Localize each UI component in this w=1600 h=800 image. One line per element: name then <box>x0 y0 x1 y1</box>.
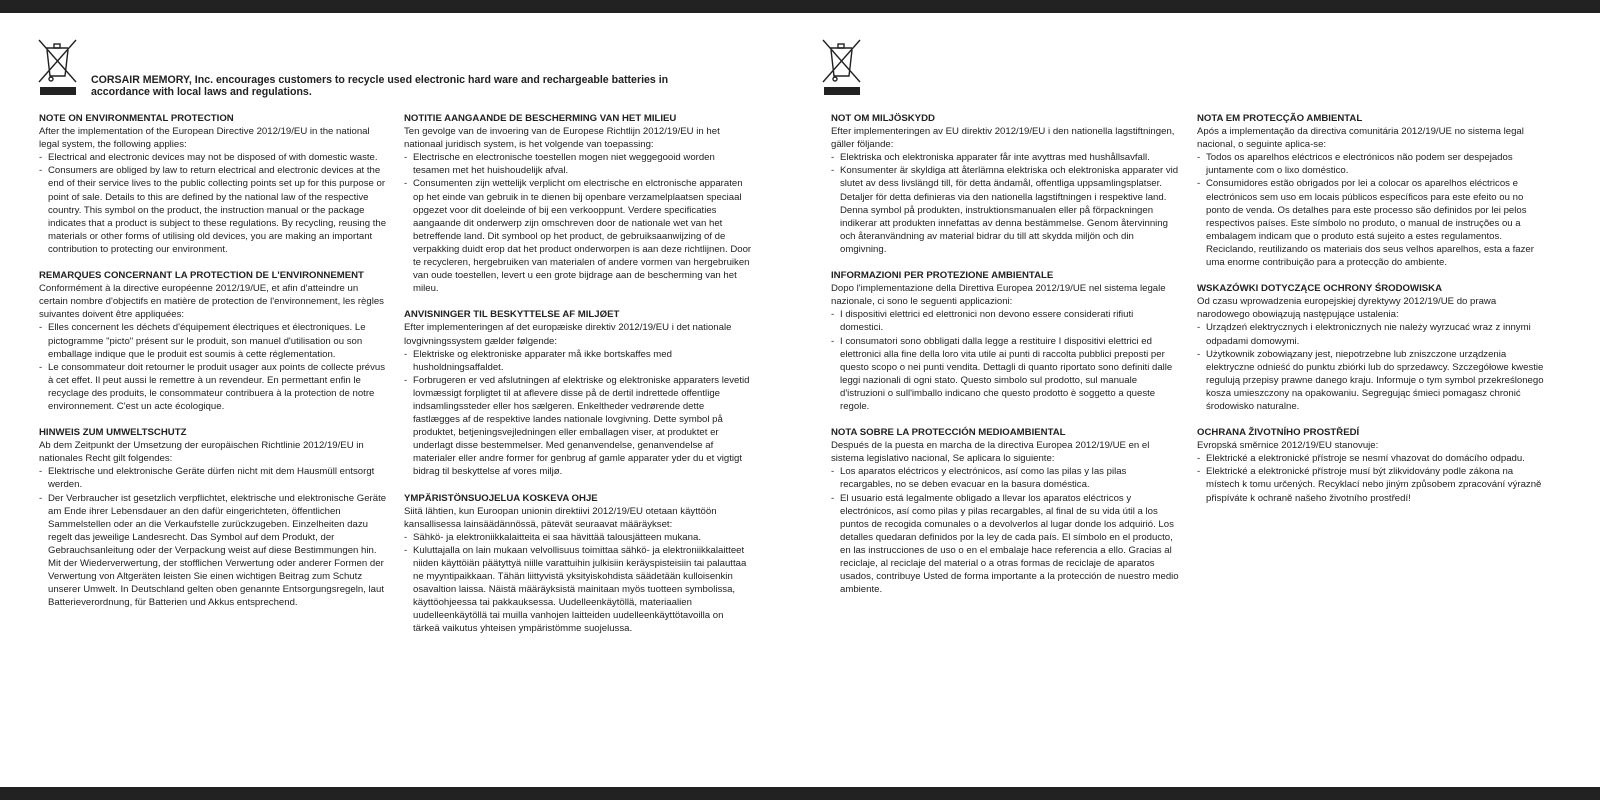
intro-text: CORSAIR MEMORY, Inc. encourages customers to recycle used electronic hard ware and rechargeable batteries in accordance with local laws and regulations. <box>91 74 669 99</box>
section-list <box>1197 321 1545 413</box>
list-item: - Urządzeń elektrycznych i elektronicznych nie należy wyrzucać wraz z innymi odpadami domowymi. <box>1197 321 1545 347</box>
list-item: - Elektrische und elektronische Geräte dürfen nicht mit dem Hausmüll entsorgt werden. <box>39 465 387 491</box>
section-title: ANVISNINGER TIL BESKYTTELSE AF MILJØET <box>404 309 620 321</box>
section-list <box>39 321 387 413</box>
section <box>39 269 387 413</box>
section-body: Ab dem Zeitpunkt der Umsetzung der europäischen Richtlinie 2012/19/EU in nationales Recht gilt folgendes: <box>39 440 364 465</box>
list-item: - Forbrugeren er ved afslutningen af elektriske og elektroniske apparaters levetid lovmæssigt forpligtet til at aflevere disse på de dertil indrettede offentlige indsamlingssteder eller hos sælgeren. Enkeltheder vedrørende dette fastlægges af de respektive landes nationale lovgivning. Dette symbol på produktet, betjeningsvejledningen eller emballagen viser, at produktet er underlagt disse bestemmelser. Med genanvendelse, genanvendelse af materialer eller andre former for genbrug af gamle apparater yder du et vigtigt bidrag til beskyttelse af vores miljø. <box>404 374 752 479</box>
list-item: - Elektriske og elektroniske apparater må ikke bortskaffes med husholdningsaffaldet. <box>404 348 752 374</box>
section-body: Od czasu wprowadzenia europejskiej dyrektywy 2012/19/UE do prawa narodowego obowiązują następujące ustalenia: <box>1197 296 1497 321</box>
list-item: - El usuario está legalmente obligado a llevar los aparatos eléctricos y electrónicos, así como pilas y pilas recargables, al final de su vida útil a los puntos de recogida comunales o a devolverlos al lugar donde los adquirió. Los detalles quedaran definidos por la ley de cada país. El símbolo en el producto, en las instrucciones de uso o en el embalaje hace referencia a ello. Gracias al reciclaje, al reciclaje del material o a otras formas de reciclaje de aparatos usados, contribuye Usted de forma importante a la protección de nuestro medio ambiente. <box>831 492 1179 597</box>
section-list <box>39 465 387 609</box>
list-item: - I dispositivi elettrici ed elettronici non devono essere considerati rifiuti domestici. <box>831 308 1179 334</box>
section-list <box>404 348 752 479</box>
section-title: OCHRANA ŽIVOTNÍHO PROSTŘEDÍ <box>1197 427 1360 439</box>
list-item: - Elektriska och elektroniska apparater får inte avyttras med hushållsavfall. <box>831 151 1179 164</box>
section-body: Después de la puesta en marcha de la directiva Europea 2012/19/UE en el sistema legislativo nacional, Se aplicara lo siguiente: <box>831 440 1150 465</box>
section-title: NOTE ON ENVIRONMENTAL PROTECTION <box>39 113 234 124</box>
section-body: Efter implementeringen av EU direktiv 2012/19/EU i den nationella lagstiftningen, gäller följande: <box>831 126 1175 151</box>
list-item: - I consumatori sono obbligati dalla legge a restituire I dispositivi elettrici ed elettronici alla fine della loro vita utile ai punti di raccolta pubblici preposti per questo scopo o nei punti vendita. Dettagli di quanto riportato sono definiti dalle leggi nazionali di ogni stato. Questo simbolo sul prodotto, sul manuale d'istruzioni o sull'imballo indicano che questo prodotto è soggetto a queste regole. <box>831 335 1179 414</box>
section-title: REMARQUES CONCERNANT LA PROTECTION DE L'ENVIRONNEMENT <box>39 270 364 282</box>
list-item: - Elektrické a elektronické přístroje se nesmí vhazovat do domácího odpadu. <box>1197 452 1545 465</box>
section-title: NOT OM MILJÖSKYDD <box>831 113 935 124</box>
list-item: - Elles concernent les déchets d'équipement électriques et électroniques. Le pictogramme "picto" présent sur le produit, son manuel d'utilisation ou son emballage indique que le produit est soumis à cette réglementation. <box>39 321 387 360</box>
list-item: - Los aparatos eléctricos y electrónicos, así como las pilas y las pilas recargables, no se deben evacuar en la basura doméstica. <box>831 465 1179 491</box>
section-title: NOTA EM PROTECÇÃO AMBIENTAL <box>1197 113 1363 124</box>
section-title: NOTITIE AANGAANDE DE BESCHERMING VAN HET MILIEU <box>404 113 677 124</box>
section-list <box>831 151 1179 256</box>
bottom-bar <box>0 787 1600 800</box>
top-bar <box>0 0 1600 13</box>
recycle-bin-icon <box>38 38 80 98</box>
section-title: HINWEIS ZUM UMWELTSCHUTZ <box>39 427 187 439</box>
list-item: - Electrische en electronische toestellen mogen niet weggegooid worden tesamen met het huishoudelijk afval. <box>404 151 752 177</box>
section <box>831 112 1179 256</box>
section-body: Evropská směrnice 2012/19/EU stanovuje: <box>1197 440 1379 452</box>
list-item: - Consumidores estão obrigados por lei a colocar os aparelhos eléctricos e electrónicos sem uso em locais públicos específicos para este efeito ou no ponto de venda. Os detalhes para este processo são definidos por lei pelos respectivos países. Este símbolo no produto, o manual de instruções ou a embalagem indicam que o produto está sujeito a estes regulamentos. Reciclando, reutilizando os materiais dos seus velhos aparelhos, esta a fazer uma enorme contribuição para a protecção do ambiente. <box>1197 177 1545 269</box>
recycle-bin-icon <box>822 38 864 98</box>
section <box>39 112 387 256</box>
section-list <box>1197 452 1545 504</box>
section-list <box>404 151 752 295</box>
section-list <box>39 151 387 256</box>
section-body: Siitä lähtien, kun Euroopan unionin direktiivi 2012/19/EU otetaan käyttöön kansallisessa lainsäädännössä, pätevät seuraavat määräykset: <box>404 505 717 530</box>
section-list <box>404 531 752 636</box>
section <box>39 426 387 609</box>
section-list <box>831 465 1179 596</box>
list-item: - Konsumenter är skyldiga att återlämna elektriska och elektroniska apparater vid slutet av dess livslängd till, för detta ändamål, offentliga uppsamlingsplatser. Detaljer för detta definieras via den nationella lagstiftningen i respektive land. Denna symbol på produkten, instruktionsmanualen eller på förpackningen indikerar att produkten innefattas av denna bestämmelse. Genom återvinning och återanvändning av material bidrar du till att skydda miljön och din omgivning. <box>831 164 1179 256</box>
list-item: - Kuluttajalla on lain mukaan velvollisuus toimittaa sähkö- ja elektroniikkalaitteet niiden käyttöiän päätyttyä niille varattuihin julkisiin keräyspisteisiin tai palauttaa ne myyntipaikkaan. Tähän liittyvistä yksityiskohdista säädetään kulloisenkin osavaltion laissa. Näistä määräyksistä mainitaan myös tuotteen symbolissa, käyttöohjeessa tai pakkauksessa. Uudelleenkäytöllä, materiaalien uudelleenkäytöllä tai muilla vanhojen laitteiden uudelleenkäyttötavoilla on tärkeä vaikutus yhteisen ympäristömme suojelussa. <box>404 544 752 636</box>
section-title: YMPÄRISTÖNSUOJELUA KOSKEVA OHJE <box>404 492 598 504</box>
section <box>1197 112 1545 269</box>
column-2 <box>404 112 752 649</box>
section-body: Dopo l'implementazione della Direttiva Europea 2012/19/UE nel sistema legale nazionale, ci sono le seguenti applicazioni: <box>831 283 1166 308</box>
section <box>831 426 1179 596</box>
list-item: - Sähkö- ja elektroniikkalaitteita ei saa hävittää talousjätteen mukana. <box>404 531 752 544</box>
section-list <box>1197 151 1545 269</box>
section-body: Ten gevolge van de invoering van de Europese Richtlijn 2012/19/EU in het nationaal juridisch system, is het volgende van toepassing: <box>404 126 720 151</box>
column-3 <box>831 112 1179 609</box>
list-item: - Electrical and electronic devices may not be disposed of with domestic waste. <box>39 151 387 164</box>
column-4 <box>1197 112 1545 518</box>
list-item: - Consumers are obliged by law to return electrical and electronic devices at the end of their service lives to the public collecting points set up for this purpose or point of sale. Details to this are defined by the national law of the respective country. This symbol on the product, the instruction manual or the package indicates that a product is subject to these regulations. By recycling, reusing the materials or other forms of utilising old devices, you are making an important contribution to protecting our environment. <box>39 164 387 256</box>
list-item: - Użytkownik zobowiązany jest, niepotrzebne lub zniszczone urządzenia elektryczne odnieść do punktu zbiórki lub do sprzedawcy. Szczegółowe kwestie regulują przepisy prawne danego kraju. Informuje o tym symbol przekreślonego kosza umieszczony na opakowaniu. Segregując śmieci pomagasz chronić środowisko naturalne. <box>1197 348 1545 413</box>
section-title: WSKAZÓWKI DOTYCZĄCE OCHRONY ŚRODOWISKA <box>1197 283 1442 295</box>
section-list <box>831 308 1179 413</box>
section-body: Conformément à la directive européenne 2012/19/UE, et afin d'atteindre un certain nombre d'objectifs en matière de protection de l'environnement, les règles suivantes doivent être appliquées: <box>39 283 384 321</box>
list-item: - Le consommateur doit retourner le produit usager aux points de collecte prévus à cet effet. Il peut aussi le remettre à un revendeur. En permettant enfin le recyclage des produits, le consommateur contribuera à la protection de notre environnement. C'est un acte écologique. <box>39 361 387 413</box>
section-title: NOTA SOBRE LA PROTECCIÓN MEDIOAMBIENTAL <box>831 427 1066 439</box>
list-item: - Elektrické a elektronické přístroje musí být zlikvidovány podle zákona na místech k tomu určených. Recyklací nebo jiným způsobem zpracování výrazně přispíváte k ochraně našeho životního prostředí! <box>1197 465 1545 504</box>
section-title: INFORMAZIONI PER PROTEZIONE AMBIENTALE <box>831 270 1054 282</box>
section <box>831 269 1179 413</box>
list-item: - Der Verbraucher ist gesetzlich verpflichtet, elektrische und elektronische Geräte am Ende ihrer Lebensdauer an den dafür eingerichteten, öffentlichen Sammelstellen oder an die Verkaufstelle zurückzugeben. Einzelheiten dazu regelt das jeweilige Landesrecht. Das Symbol auf dem Produkt, der Gebrauchsanleitung oder der Verpackung weist auf diese Bestimmungen hin. Mit der Wiederverwertung, der stofflichen Verwertung oder anderer Formen der Verwertung von Altgeräten leisten Sie einen wichtigen Beitrag zum Schutz unserer Umwelt. In Deutschland gelten oben genannte Entsorgungsregeln, laut Batterieverordnung, für Batterien und Akkus entsprechend. <box>39 492 387 610</box>
section-body: After the implementation of the European Directive 2012/19/EU in the national legal system, the following applies: <box>39 126 370 151</box>
section <box>404 308 752 478</box>
list-item: - Consumenten zijn wettelijk verplicht om electrische en elctronische apparaten op het einde van gebruik in te dienen bij openbare verzamelplaatsen speciaal opgezet voor dit doeleinde of bij een verkooppunt. Verdere specificaties aangaande dit onderwerp zijn omschreven door de nationale wet van het betreffende land. Dit symbool op het product, de gebruiksaanwijzing of de verpakking duidt erop dat het product onderworpen is aan deze richtlijnen. Door te recycleren, hergebruiken van materialen of andere vormen van hergebruiken van oude toestellen, levert u een grote bijdrage aan de bescherming van het mileu. <box>404 177 752 295</box>
section <box>1197 426 1545 505</box>
column-1 <box>39 112 387 622</box>
section-body: Efter implementeringen af det europæiske direktiv 2012/19/EU i det nationale lovgivningssystem gælder følgende: <box>404 322 732 347</box>
list-item: - Todos os aparelhos eléctricos e electrónicos não podem ser despejados juntamente com o lixo doméstico. <box>1197 151 1545 177</box>
section <box>1197 282 1545 413</box>
section <box>404 112 752 295</box>
section-body: Após a implementação da directiva comunitária 2012/19/UE no sistema legal nacional, o seguinte aplica-se: <box>1197 126 1524 151</box>
section <box>404 492 752 636</box>
